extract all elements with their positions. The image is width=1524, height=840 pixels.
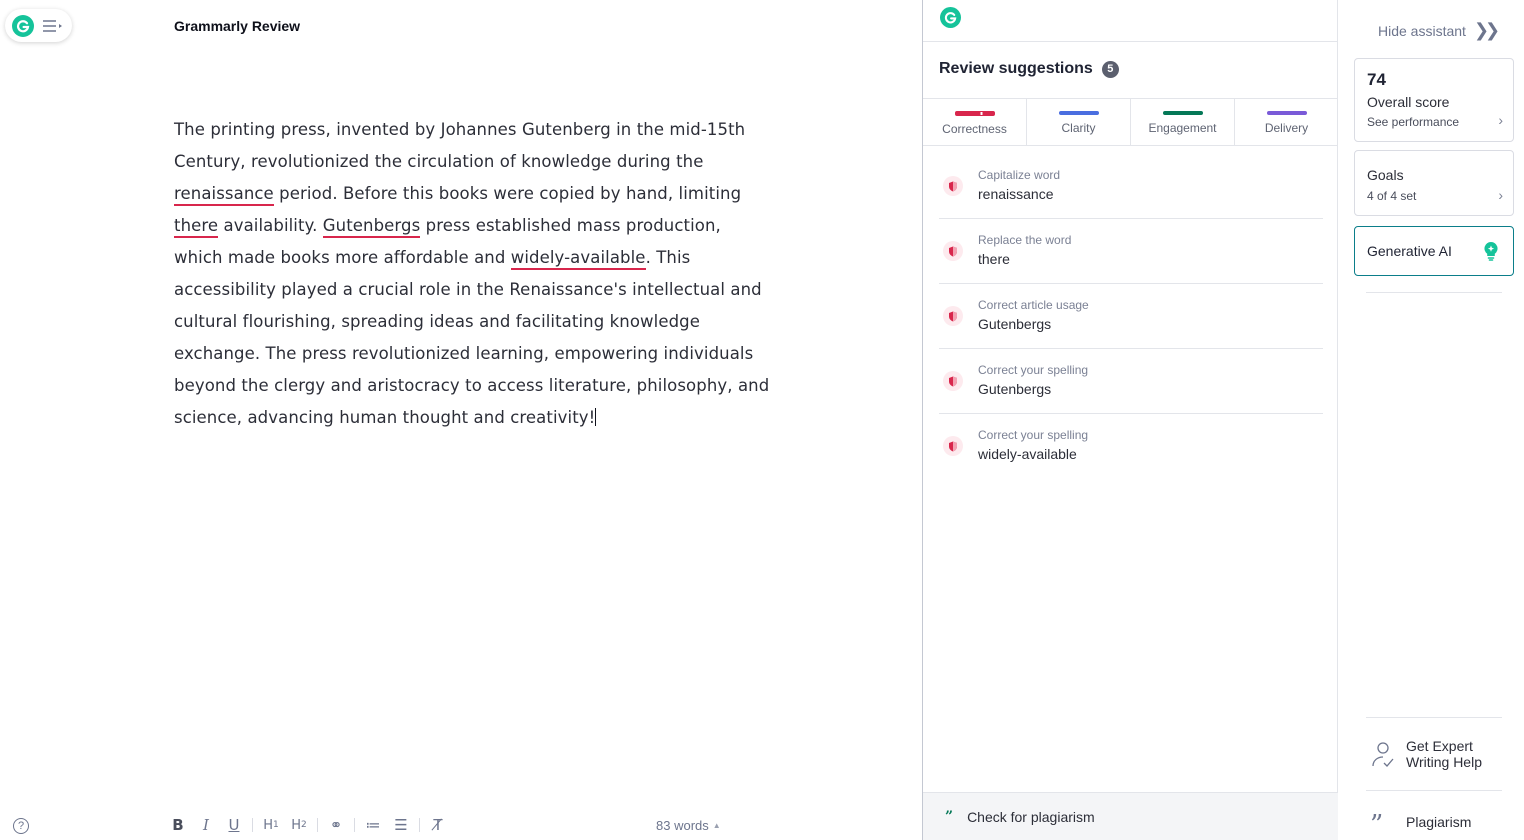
goals-card[interactable] [1354,150,1514,216]
lightbulb-icon [1483,241,1499,266]
format-toolbar [164,812,452,838]
chevron-right-icon: › [1498,112,1503,128]
heading1-letter: H [263,817,274,833]
review-heading-text: Review suggestions [939,60,1093,77]
suggestion-card[interactable] [939,154,1323,219]
quote-icon: ” [1370,810,1384,840]
hide-assistant-label: Hide assistant [1378,22,1466,39]
suggestion-word: widely-available [978,446,1077,462]
engagement-bar [1163,111,1203,115]
caret-up-icon: ▲ [712,821,721,830]
grammarly-logo-icon [12,15,34,37]
toolbar-divider [252,818,253,832]
help-icon[interactable]: ? [13,818,29,834]
hamburger-menu-icon[interactable] [42,19,64,33]
tab-engagement[interactable] [1131,99,1235,145]
tab-clarity[interactable] [1027,99,1131,145]
overall-score-card[interactable] [1354,58,1514,142]
correctness-shield-icon [943,436,963,456]
expert-person-icon [1370,740,1396,773]
grammarly-launcher[interactable] [5,9,72,42]
right-sidebar [1338,0,1524,840]
suggestion-word: renaissance [978,186,1054,202]
ordered-list-icon[interactable]: ≔ [365,816,381,834]
error-underline-renaissance[interactable]: renaissance [174,184,274,206]
overall-score-label: Overall score [1367,94,1450,110]
expert-label-line2: Writing Help [1406,754,1482,770]
correctness-shield-icon [943,176,963,196]
suggestion-card[interactable] [939,414,1323,479]
bullet-list-icon[interactable]: ☰ [394,816,408,834]
grammarly-logo-icon [940,7,961,28]
word-count[interactable] [656,818,721,833]
toolbar-divider [419,818,420,832]
heading1-button[interactable] [257,812,285,838]
review-suggestions-heading [939,60,1119,78]
suggestion-card[interactable] [939,349,1323,414]
correctness-shield-icon [943,241,963,261]
tab-label: Clarity [1061,121,1096,135]
chevron-right-icon: › [1498,187,1503,203]
underline-button[interactable]: U [228,816,240,834]
document-title[interactable]: Grammarly Review [174,18,301,34]
tab-label: Correctness [942,122,1007,136]
plagiarism-label: Plagiarism [1406,814,1472,830]
plagiarism-button[interactable] [1368,810,1518,840]
correctness-bar [955,111,995,116]
expert-writing-help-button[interactable] [1368,738,1518,772]
suggestion-kind: Correct your spelling [978,363,1089,377]
check-plagiarism-button[interactable] [923,792,1338,840]
italic-button[interactable]: I [203,816,209,834]
toolbar-divider [317,818,318,832]
suggestion-word: Gutenbergs [978,381,1052,397]
suggestion-word: there [978,251,1010,267]
assistant-panel [922,0,1338,840]
correctness-shield-icon [943,306,963,326]
goals-status: 4 of 4 set [1367,189,1417,203]
double-chevron-right-icon: ❯❯ [1473,20,1497,40]
tab-label: Engagement [1148,121,1217,135]
clear-format-icon[interactable]: T̸ [433,816,443,834]
delivery-bar [1267,111,1307,115]
error-underline-there[interactable]: there [174,216,218,238]
sidebar-divider [1366,717,1502,718]
sidebar-divider [1366,790,1502,791]
suggestion-kind: Replace the word [978,233,1072,247]
assistant-header [923,0,1337,42]
text-segment: press established mass production, which made books more affordable and [174,216,721,267]
suggestion-count-badge: 5 [1102,61,1119,78]
expert-help-label [1406,738,1482,770]
text-segment: availability. [218,216,323,235]
generative-ai-button[interactable] [1354,226,1514,276]
toolbar-divider [354,818,355,832]
error-underline-widely-available[interactable]: widely-available [511,248,646,270]
text-segment: The printing press, invented by Johannes Gutenberg in the mid-15th Century, revolutionized the circulation of knowledge during the [174,120,746,171]
heading2-number: 2 [301,820,307,830]
see-performance-link[interactable]: See performance [1367,115,1460,129]
tab-label: Delivery [1264,121,1309,135]
heading2-letter: H [291,817,302,833]
text-cursor [595,408,596,426]
sidebar-divider [1366,292,1502,293]
suggestion-card[interactable] [939,284,1323,349]
suggestion-word: Gutenbergs [978,316,1052,332]
check-plagiarism-label: Check for plagiarism [967,808,1095,825]
correctness-shield-icon [943,371,963,391]
suggestion-card[interactable] [939,219,1323,284]
word-count-label: 83 words [656,818,709,833]
document-text[interactable] [174,114,774,434]
quote-icon: ” [945,808,954,825]
suggestion-list [939,154,1323,479]
link-icon[interactable]: ⚭ [329,816,343,834]
category-tabs [923,98,1338,146]
suggestion-kind: Correct your spelling [978,428,1089,442]
generative-ai-label: Generative AI [1367,243,1452,259]
heading2-button[interactable] [285,812,313,838]
overall-score-value: 74 [1367,70,1386,89]
suggestion-kind: Correct article usage [978,298,1089,312]
heading1-number: 1 [273,820,279,830]
hide-assistant-button[interactable] [1378,20,1496,41]
suggestion-kind: Capitalize word [978,168,1061,182]
error-underline-gutenbergs[interactable]: Gutenbergs [323,216,421,238]
tab-correctness[interactable] [923,99,1027,145]
expert-label-line1: Get Expert [1406,738,1473,754]
goals-label: Goals [1367,167,1404,183]
clarity-bar [1059,111,1099,115]
bold-button[interactable]: B [172,816,184,834]
tab-delivery[interactable] [1235,99,1338,145]
text-segment: . This accessibility played a crucial role in the Renaissance's intellectual and cultural flourishing, spreading ideas and facilitating knowledge exchange. The press revolutionized learning, empowering individuals beyond the clergy and aristocracy to access literature, philosophy, and science, advancing human thought and creativity! [174,248,770,427]
text-segment: period. Before this books were copied by hand, limiting [273,184,742,203]
